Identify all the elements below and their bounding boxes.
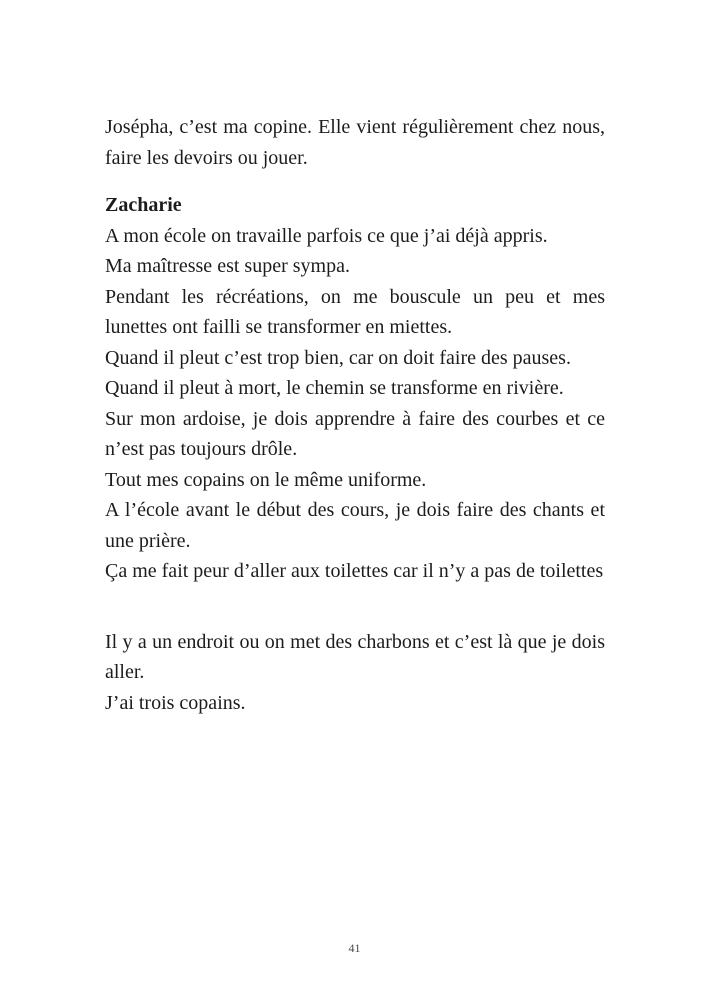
paragraph: Quand il pleut à mort, le chemin se transforme en rivière.	[105, 377, 564, 399]
section-heading-zacharie: Zacharie	[105, 194, 182, 216]
text-block	[105, 112, 605, 718]
paragraph: A mon école on travaille parfois ce que j’ai déjà appris.	[105, 224, 548, 247]
paragraph: Il y a un endroit ou on met des charbons et c’est là que je dois aller.	[105, 630, 605, 683]
paragraph: Tout mes copains on le même uniforme.	[105, 468, 427, 491]
paragraph: Ça me fait peur d’aller aux toilettes car il n’y a pas de toilettes	[105, 560, 604, 582]
paragraph: J’ai trois copains.	[105, 691, 246, 714]
paragraph: Quand il pleut c’est trop bien, car on doit faire des pauses.	[105, 346, 571, 369]
page-number: 41	[348, 941, 361, 955]
intro-paragraph: Josépha, c’est ma copine. Elle vient régulièrement chez nous, faire les devoirs ou jouer.	[105, 116, 605, 169]
paragraph: Sur mon ardoise, je dois apprendre à faire des courbes et ce n’est pas toujours drôle.	[105, 407, 605, 460]
paragraph: A l’école avant le début des cours, je dois faire des chants et une prière.	[105, 499, 605, 552]
paragraph: Pendant les récréations, on me bouscule un peu et mes lunettes ont failli se transformer en miettes.	[105, 285, 605, 338]
blank-line-spacer	[105, 587, 605, 627]
paragraph: Ma maîtresse est super sympa.	[105, 255, 350, 277]
